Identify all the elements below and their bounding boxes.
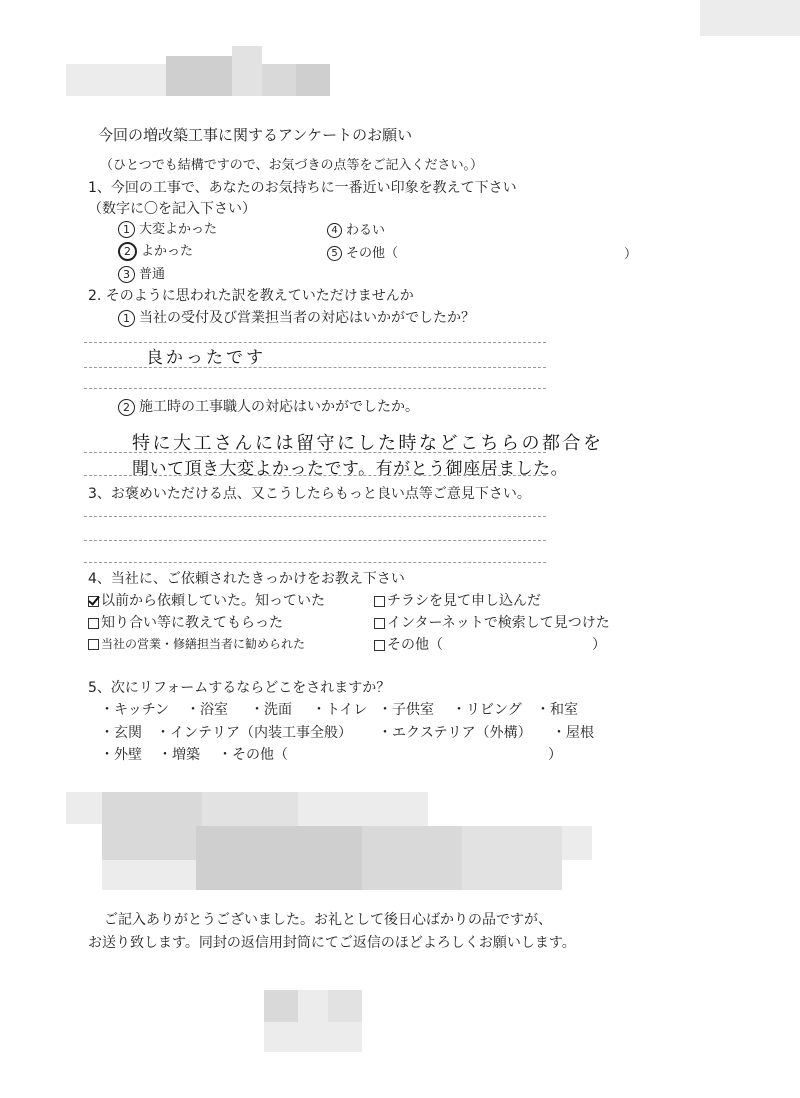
option-label: チラシを見て申し込んだ xyxy=(387,593,541,609)
q1-option-1[interactable] xyxy=(118,218,217,238)
q4-question: 4、当社に、ご依頼されたきっかけをお教え下さい xyxy=(88,571,405,587)
redacted-header-block xyxy=(232,46,262,96)
q5-option-toilet[interactable]: ・トイレ xyxy=(312,702,368,718)
option-label: 当社の営業・修繕担当者に勧められた xyxy=(101,637,306,651)
q5-question: 5、次にリフォームするならどこをされますか？ xyxy=(88,680,391,696)
answer-line xyxy=(84,367,546,368)
q5-option-other[interactable]: ・その他（ xyxy=(218,747,288,763)
option-number: 5 xyxy=(327,246,342,261)
redacted-footer-block xyxy=(264,1022,362,1052)
q4-option-2[interactable] xyxy=(374,590,541,610)
redacted-block xyxy=(102,792,202,860)
q2-answer1[interactable]: 良かったです xyxy=(146,348,266,368)
redacted-block xyxy=(462,826,562,890)
sub-number: 2 xyxy=(118,399,135,416)
q5-option-exterior[interactable]: ・エクステリア（外構） xyxy=(378,725,532,741)
q1-option-2[interactable] xyxy=(118,240,193,261)
checkbox[interactable] xyxy=(88,639,99,650)
answer-line xyxy=(84,516,546,517)
q1-other-close: ） xyxy=(624,247,638,262)
q5-option-washroom[interactable]: ・洗面 xyxy=(250,702,292,718)
redacted-block xyxy=(562,826,592,860)
redacted-block xyxy=(362,826,462,890)
checkbox-checked[interactable] xyxy=(88,596,99,607)
q5-other-close: ） xyxy=(548,747,562,763)
sub-label: 当社の受付及び営業担当者の対応はいかがでしたか？ xyxy=(139,310,475,326)
sub-number: 1 xyxy=(118,310,135,327)
q5-option-kitchen[interactable]: ・キッチン xyxy=(100,702,170,718)
q4-other-close: ） xyxy=(592,637,606,653)
redacted-footer-block xyxy=(264,990,298,1022)
option-label: よかった xyxy=(141,244,194,259)
redacted-block xyxy=(102,860,196,890)
q1-option-5[interactable] xyxy=(327,242,398,261)
q2-answer2-line2[interactable]: 聞いて頂き大変よかったです。有がとう御座居ました。 xyxy=(132,459,569,479)
answer-line xyxy=(84,388,546,389)
redacted-block xyxy=(298,792,428,826)
q5-option-extension[interactable]: ・増築 xyxy=(158,747,200,763)
q4-option-4[interactable] xyxy=(374,612,610,632)
q2-answer2-line1[interactable]: 特に大工さんには留守にした時などこちらの都合を xyxy=(132,433,604,454)
survey-subtitle: （ひとつでも結構ですので、お気づきの点等をご記入ください。） xyxy=(100,158,483,173)
closing-line1: ご記入ありがとうございました。お礼として後日心ばかりの品ですが、 xyxy=(104,912,552,928)
option-label: 知り合い等に教えてもらった xyxy=(101,615,283,631)
answer-line xyxy=(84,562,546,563)
survey-title: 今回の増改築工事に関するアンケートのお願い xyxy=(98,126,413,144)
option-label: その他（ xyxy=(387,637,443,653)
q5-option-japanese-room[interactable]: ・和室 xyxy=(536,702,578,718)
option-label: 以前から依頼していた。知っていた xyxy=(101,593,325,609)
q5-option-outer-wall[interactable]: ・外壁 xyxy=(100,747,142,763)
q4-option-6[interactable] xyxy=(374,634,443,654)
option-label: 普通 xyxy=(139,267,166,282)
q1-option-3[interactable] xyxy=(118,263,165,283)
q1-question: 1、今回の工事で、あなたのお気持ちに一番近い印象を教えて下さい xyxy=(88,180,517,196)
option-number: 1 xyxy=(118,221,135,238)
option-number: 4 xyxy=(327,223,342,238)
redacted-header-block xyxy=(66,64,166,96)
answer-line xyxy=(84,540,546,541)
q4-option-1[interactable] xyxy=(88,590,325,610)
closing-line2: お送り致します。同封の返信用封筒にてご返信のほどよろしくお願いします。 xyxy=(88,935,576,951)
redacted-corner-block xyxy=(700,0,800,36)
checkbox[interactable] xyxy=(374,640,385,651)
q3-question: 3、お褒めいただける点、又こうしたらもっと良い点等ご意見下さい。 xyxy=(88,486,531,502)
option-label: その他（ xyxy=(346,246,399,261)
q2-sub2 xyxy=(118,396,419,416)
option-label: わるい xyxy=(346,223,386,238)
option-label: インターネットで検索して見つけた xyxy=(387,615,610,631)
q4-option-5[interactable] xyxy=(88,635,305,652)
q5-option-bathroom[interactable]: ・浴室 xyxy=(186,702,228,718)
q1-option-4[interactable] xyxy=(327,219,385,238)
redacted-block xyxy=(202,792,298,826)
q5-option-entrance[interactable]: ・玄関 xyxy=(100,725,142,741)
option-number-selected: 2 xyxy=(118,242,137,261)
q5-option-roof[interactable]: ・屋根 xyxy=(552,725,594,741)
q1-instruction: （数字に〇を記入下さい） xyxy=(88,201,256,217)
redacted-footer-block xyxy=(328,990,362,1022)
checkbox[interactable] xyxy=(374,618,385,629)
q5-option-living[interactable]: ・リビング xyxy=(452,702,522,718)
option-label: 大変よかった xyxy=(139,222,218,237)
checkbox[interactable] xyxy=(374,596,385,607)
redacted-header-block xyxy=(166,56,232,96)
redacted-footer-block xyxy=(298,990,328,1022)
sub-label: 施工時の工事職人の対応はいかがでしたか。 xyxy=(139,399,419,415)
redacted-block xyxy=(66,792,102,824)
redacted-header-block xyxy=(296,64,330,96)
redacted-block xyxy=(196,826,362,890)
q2-question: 2. そのように思われた訳を教えていただけませんか xyxy=(88,288,414,304)
option-number: 3 xyxy=(118,266,135,283)
q4-option-3[interactable] xyxy=(88,612,283,632)
q5-option-interior[interactable]: ・インテリア（内装工事全般） xyxy=(156,725,352,741)
checkbox[interactable] xyxy=(88,618,99,629)
redacted-header-block xyxy=(262,64,296,96)
q5-option-kids-room[interactable]: ・子供室 xyxy=(378,702,434,718)
q2-sub1 xyxy=(118,307,475,327)
answer-line xyxy=(84,475,546,476)
